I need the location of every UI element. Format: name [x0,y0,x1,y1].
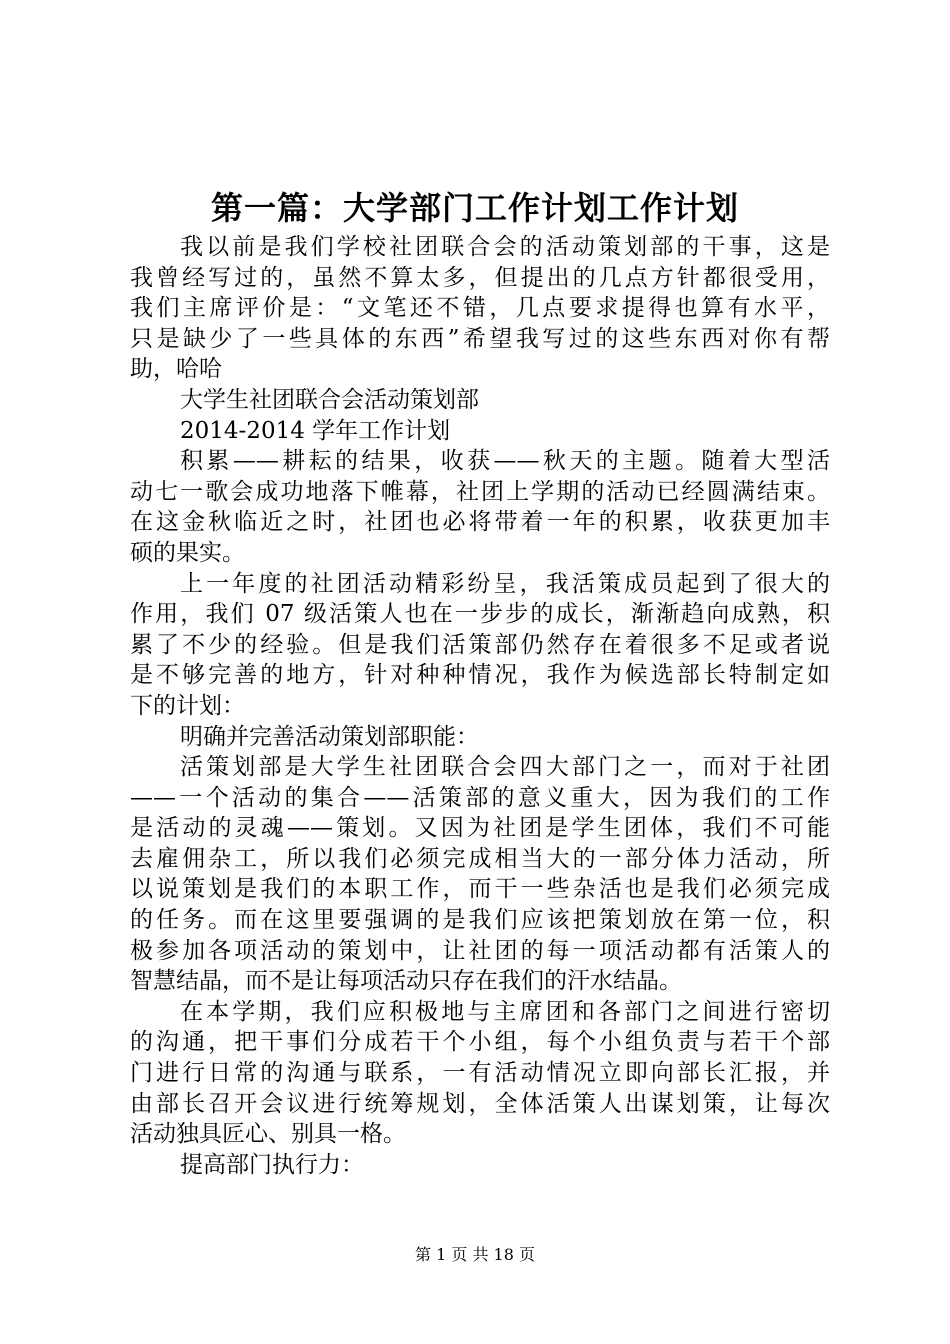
body-line: 智慧结晶，而不是让每项活动只存在我们的汗水结晶。 [130,968,682,995]
page-number-footer: 第 1 页 共 18 页 [415,1245,535,1264]
body-line: 2014-2014 学年工作计划 [180,417,451,444]
body-line: 是不够完善的地方，针对种种情况，我作为候选部长特制定如 [130,662,830,689]
body-line: 是活动的灵魂——策划。又因为社团是学生团体，我们不可能 [130,815,830,842]
document-title: 第一篇：大学部门工作计划工作计划 [210,189,739,227]
body-line: 我曾经写过的，虽然不算太多，但提出的几点方针都很受用， [130,264,830,291]
body-line: 只是缺少了一些具体的东西”希望我写过的这些东西对你有帮 [130,325,830,352]
body-line: 活策划部是大学生社团联合会四大部门之一，而对于社团 [180,754,830,781]
body-line: 硕的果实。 [130,539,245,566]
body-line: 的任务。而在这里要强调的是我们应该把策划放在第一位，积 [130,907,830,934]
body-line: 去雇佣杂工，所以我们必须完成相当大的一部分体力活动，所 [130,845,830,872]
body-line: 在本学期，我们应积极地与主席团和各部门之间进行密切 [180,998,830,1025]
body-line: 积累——耕耘的结果，收获——秋天的主题。随着大型活 [180,448,830,475]
body-line: 累了不少的经验。但是我们活策部仍然存在着很多不足或者说 [130,631,830,658]
body-line: 以说策划是我们的本职工作，而干一些杂活也是我们必须完成 [130,876,830,903]
body-line: 在这金秋临近之时，社团也必将带着一年的积累，收获更加丰 [130,509,830,536]
body-line: 上一年度的社团活动精彩纷呈，我活策成员起到了很大的 [180,570,830,597]
body-line: 提高部门执行力： [180,1151,364,1178]
body-line: 活动独具匠心、别具一格。 [130,1121,406,1148]
body-line: 极参加各项活动的策划中，让社团的每一项活动都有活策人的 [130,937,830,964]
body-line: ——一个活动的集合——活策部的意义重大，因为我们的工作 [130,784,830,811]
body-line: 大学生社团联合会活动策划部 [180,386,479,413]
body-line: 的沟通，把干事们分成若干个小组，每个小组负责与若干个部 [130,1029,830,1056]
body-line: 我们主席评价是：“文笔还不错，几点要求提得也算有水平， [130,295,830,322]
body-line: 门进行日常的沟通与联系，一有活动情况立即向部长汇报，并 [130,1060,830,1087]
body-line: 明确并完善活动策划部职能： [180,723,479,750]
body-line: 我以前是我们学校社团联合会的活动策划部的干事，这是 [180,234,830,260]
body-line: 作用，我们 07 级活策人也在一步步的成长，渐渐趋向成熟，积 [130,601,830,628]
body-line: 动七一歌会成功地落下帷幕，社团上学期的活动已经圆满结束。 [130,478,830,505]
body-line: 下的计划： [130,692,245,719]
document-body [130,232,830,1180]
body-line: 助，哈哈 [130,356,222,383]
body-line: 由部长召开会议进行统筹规划，全体活策人出谋划策，让每次 [130,1090,830,1117]
